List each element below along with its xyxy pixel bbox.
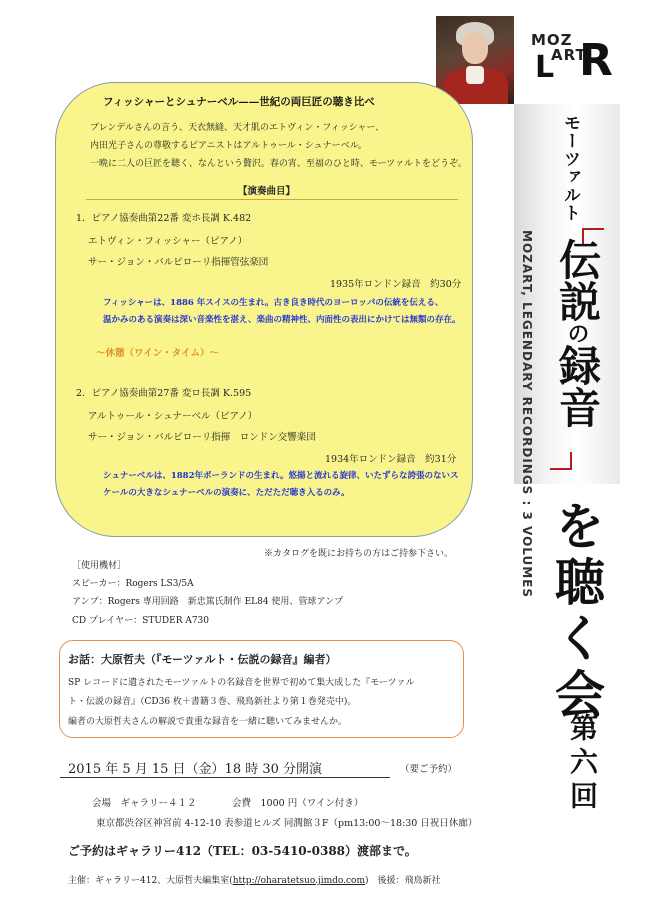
bracket-close bbox=[550, 452, 572, 470]
fee: 会費 1000 円（ワイン付き） bbox=[232, 798, 364, 809]
intro-line: 一晩に二人の巨匠を聴く、なんという贅沢。春の宵、至福のひと時、モーツァルトをどうぞ。 bbox=[90, 159, 467, 169]
legendary-recordings-title: 伝説の録音 bbox=[553, 238, 602, 428]
talk-line: SP レコードに遺されたモーツァルトの名録音を世界で初めて集大成した『モーツァル bbox=[68, 678, 415, 688]
divider bbox=[86, 199, 458, 200]
piece1-recording: 1935年ロンドン録音 約30分 bbox=[330, 279, 462, 290]
equipment-cd: CD プレイヤー：STUDER A730 bbox=[72, 616, 210, 626]
footer: 主催：ギャラリー412、大原哲夫編集室(http://oharatetsuo.jimdo.com) 後援：飛鳥新社 bbox=[68, 876, 441, 886]
venue-name: 会場 ギャラリー４１２ bbox=[92, 798, 197, 809]
portrait-face bbox=[462, 32, 488, 64]
event-date: 2015 年 5 月 15 日（金）18 時 30 分開演 bbox=[68, 762, 323, 777]
katakana-title: モーツァルト bbox=[560, 114, 580, 222]
portrait-collar bbox=[466, 66, 484, 84]
date-underline bbox=[60, 777, 390, 778]
intro-line: ブレンデルさんの言う、天衣無縫、天才肌のエトヴィン・フィッシャー、 bbox=[90, 123, 385, 133]
piece2-orchestra: サー・ジョン・バルビローリ指揮 ロンドン交響楽団 bbox=[88, 432, 316, 443]
intermission: 〜休憩（ワイン・タイム）〜 bbox=[96, 348, 220, 359]
piece1-note: フィッシャーは、1886 年スイスの生まれ。古き良き時代のヨーロッパの伝統を伝える、 bbox=[103, 298, 444, 308]
catalog-note: ※カタログを既にお持ちの方はご持参下さい。 bbox=[264, 549, 454, 559]
reservation-note: （要ご予約） bbox=[400, 764, 458, 775]
logo-big-l: L bbox=[535, 50, 555, 85]
talk-line: ト・伝説の録音』（CD36 枚＋書籍３巻、飛鳥新社より第１巻発売中)。 bbox=[68, 697, 357, 707]
bubble-title: フィッシャーとシュナーベル——世紀の両巨匠の聴き比べ bbox=[103, 96, 375, 108]
website-link[interactable]: http://oharatetsuo.jimdo.com bbox=[232, 876, 366, 886]
edition-number: 第六回 bbox=[566, 713, 599, 815]
piece2-note: シュナーベルは、1882年ポーランドの生まれ。悠揚と流れる旋律、いたずらな誇張のないス bbox=[103, 471, 459, 481]
equipment-heading: ［使用機材］ bbox=[72, 561, 127, 571]
reservation-contact: ご予約はギャラリー412（TEL：03-5410-0388）渡部まで。 bbox=[68, 844, 417, 858]
logo-big-r: R bbox=[579, 35, 613, 86]
piece1-orchestra: サー・ジョン・バルビローリ指揮管弦楽団 bbox=[88, 257, 269, 268]
logo-letters: MOZ ART bbox=[531, 31, 587, 64]
mozart-portrait bbox=[436, 16, 514, 104]
talk-title: お話：大原哲夫（『モーツァルト・伝説の録音』編者） bbox=[68, 653, 337, 666]
piece1-note: 温かみのある演奏は深い音楽性を湛え、楽曲の精神性、内面性の表出にかけては無類の存在。 bbox=[103, 315, 461, 325]
piece2-recording: 1934年ロンドン録音 約31分 bbox=[325, 454, 457, 465]
equipment-speaker: スピーカー：Rogers LS3/5A bbox=[72, 579, 194, 589]
venue-address: 東京都渋谷区神宮前 4-12-10 表参道ヒルズ 同潤館３F（pm13:00〜18:30 日祝日休廊） bbox=[96, 818, 478, 829]
piece2-note: ケールの大きなシュナーベルの演奏に、ただただ聴き入るのみ。 bbox=[103, 488, 350, 498]
mozart-logo bbox=[531, 33, 615, 87]
listening-session-title: を聴く会 bbox=[547, 500, 606, 724]
program-heading: 【演奏曲目】 bbox=[238, 186, 296, 197]
equipment-amp: アンプ：Rogers 専用回路 新忠篤氏制作 EL84 使用、管球アンプ bbox=[72, 597, 344, 607]
sponsor: 後援：飛鳥新社 bbox=[377, 876, 441, 886]
piece2-soloist: アルトゥール・シュナーベル（ピアノ） bbox=[88, 411, 258, 422]
piece1-title: 1．ピアノ協奏曲第22番 変ホ長調 K.482 bbox=[76, 213, 252, 224]
intro-line: 内田光子さんの尊敬するピアニストはアルトゥール・シュナーベル。 bbox=[90, 141, 367, 151]
piece1-soloist: エトヴィン・フィッシャー（ピアノ） bbox=[88, 236, 248, 247]
talk-line: 編者の大原哲夫さんの解説で貴重な録音を一緒に聴いてみませんか。 bbox=[68, 717, 348, 727]
english-subtitle: MOZART, LEGENDARY RECORDINGS : 3 VOLUMES bbox=[520, 230, 534, 599]
piece2-title: 2．ピアノ協奏曲第27番 変ロ長調 K.595 bbox=[76, 388, 252, 399]
organizer: 主催：ギャラリー412、大原哲夫編集室( bbox=[68, 876, 233, 886]
